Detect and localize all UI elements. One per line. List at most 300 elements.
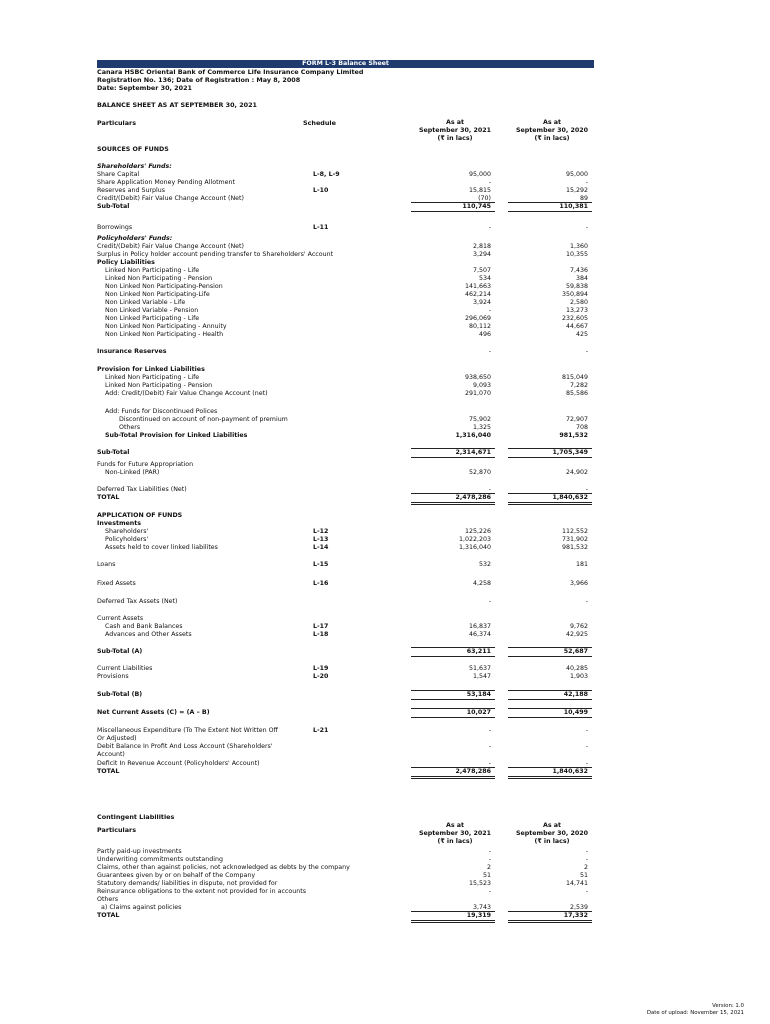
balance-sheet-row bbox=[97, 307, 594, 315]
balance-sheet-row bbox=[97, 494, 594, 502]
row-label: Discontinued on account of non-payment of premium bbox=[119, 416, 288, 423]
balance-sheet-row bbox=[97, 561, 594, 569]
row-value-previous: 13,273 bbox=[565, 307, 588, 314]
company-name: Canara HSBC Oriental Bank of Commerce Life Insurance Company Limited bbox=[97, 68, 364, 76]
total-rule bbox=[411, 504, 495, 505]
row-label: Net Current Assets (C) = (A – B) bbox=[97, 709, 210, 716]
balance-sheet-row bbox=[97, 528, 594, 536]
row-value-current: 2,818 bbox=[472, 243, 491, 250]
subtotal-rule bbox=[411, 690, 495, 691]
row-value-current: - bbox=[488, 727, 491, 734]
row-value-current: 2,478,286 bbox=[455, 768, 491, 775]
row-schedule: L-10 bbox=[313, 187, 329, 194]
subtotal-rule bbox=[508, 690, 592, 691]
column-header-previous-line: (₹ in lacs) bbox=[534, 135, 570, 143]
row-value-current: 75,902 bbox=[468, 416, 491, 423]
row-value-previous: 731,902 bbox=[561, 536, 588, 543]
contingent-header-previous-line: (₹ in lacs) bbox=[534, 838, 570, 846]
column-header-previous-line: September 30, 2020 bbox=[515, 127, 589, 135]
row-value-current: 51 bbox=[482, 872, 491, 879]
balance-sheet-row bbox=[97, 424, 594, 432]
row-value-current: 1,316,040 bbox=[458, 544, 491, 551]
row-label: a) Claims against policies bbox=[101, 904, 182, 911]
row-value-current: - bbox=[488, 224, 491, 231]
balance-sheet-row bbox=[97, 299, 594, 307]
row-value-previous: 10,499 bbox=[563, 709, 588, 716]
subtotal-rule bbox=[508, 647, 592, 648]
column-header-particulars: Particulars bbox=[97, 119, 137, 127]
subtotal-rule bbox=[411, 699, 495, 700]
row-label: Advances and Other Assets bbox=[105, 631, 192, 638]
row-value-previous: 1,705,349 bbox=[552, 449, 588, 456]
total-rule bbox=[508, 502, 592, 503]
row-label: TOTAL bbox=[97, 768, 120, 775]
row-schedule: L-8, L-9 bbox=[313, 171, 340, 178]
subtotal-rule bbox=[508, 448, 592, 449]
total-rule bbox=[508, 778, 592, 779]
row-value-current: 125,226 bbox=[464, 528, 491, 535]
row-value-current: 9,093 bbox=[472, 382, 491, 389]
row-value-current: 95,000 bbox=[468, 171, 491, 178]
column-header-current bbox=[405, 119, 505, 143]
row-value-current: 16,837 bbox=[468, 623, 491, 630]
row-label: SOURCES OF FUNDS bbox=[97, 146, 169, 153]
total-rule bbox=[411, 493, 495, 494]
balance-sheet-row bbox=[97, 673, 594, 681]
contingent-header-current bbox=[405, 822, 505, 846]
row-value-current: 110,745 bbox=[462, 203, 491, 210]
row-label: Deficit In Revenue Account (Policyholders' Account) bbox=[97, 760, 260, 767]
column-header-previous-line: As at bbox=[542, 119, 562, 126]
balance-sheet-row bbox=[97, 283, 594, 291]
row-label: Policy Liabilities bbox=[97, 259, 155, 266]
row-label: Linked Non Participating - Pension bbox=[105, 382, 213, 389]
subtotal-rule bbox=[508, 457, 592, 458]
row-value-current: 291,070 bbox=[464, 390, 491, 397]
row-value-current: 10,027 bbox=[466, 709, 491, 716]
row-value-current: 462,214 bbox=[464, 291, 491, 298]
balance-sheet-row bbox=[97, 449, 594, 457]
balance-sheet-row bbox=[97, 665, 594, 673]
total-rule bbox=[411, 778, 495, 779]
row-schedule: L-20 bbox=[313, 673, 329, 680]
balance-sheet-row bbox=[97, 512, 594, 520]
subtotal-rule bbox=[411, 202, 495, 203]
contingent-header-current-line: As at bbox=[445, 822, 465, 829]
contingent-row bbox=[97, 912, 594, 920]
contingent-title: Contingent Liabilities bbox=[97, 813, 175, 821]
row-label: Share Capital bbox=[97, 171, 140, 178]
row-value-previous: 51 bbox=[579, 872, 588, 879]
balance-sheet-row bbox=[97, 544, 594, 552]
total-rule bbox=[508, 767, 592, 768]
row-value-previous: 3,966 bbox=[569, 580, 588, 587]
subtotal-rule bbox=[411, 448, 495, 449]
row-label: Investments bbox=[97, 520, 142, 527]
row-value-current: 938,650 bbox=[464, 374, 491, 381]
row-value-current: 2 bbox=[486, 864, 491, 871]
total-rule bbox=[411, 911, 495, 912]
row-label: Deferred Tax Liabilities (Net) bbox=[97, 486, 187, 493]
subtotal-rule bbox=[411, 457, 495, 458]
total-rule bbox=[411, 776, 495, 777]
balance-sheet-row bbox=[97, 751, 594, 759]
row-value-previous: 7,436 bbox=[569, 267, 588, 274]
row-value-previous: - bbox=[585, 856, 588, 863]
row-schedule: L-14 bbox=[313, 544, 329, 551]
row-value-previous: 981,532 bbox=[561, 544, 588, 551]
row-label: Cash and Bank Balances bbox=[105, 623, 183, 630]
row-value-current: - bbox=[488, 760, 491, 767]
subtotal-rule bbox=[508, 699, 592, 700]
balance-sheet-row bbox=[97, 743, 594, 751]
row-schedule: L-19 bbox=[313, 665, 329, 672]
row-value-previous: - bbox=[585, 598, 588, 605]
row-value-current: 3,924 bbox=[472, 299, 491, 306]
balance-sheet-row bbox=[97, 243, 594, 251]
row-value-current: - bbox=[488, 486, 491, 493]
row-value-current: 3,743 bbox=[472, 904, 491, 911]
row-schedule: L-13 bbox=[313, 536, 329, 543]
row-label: Or Adjusted) bbox=[97, 735, 137, 742]
row-value-previous: - bbox=[585, 348, 588, 355]
row-value-previous: 85,586 bbox=[565, 390, 588, 397]
balance-sheet-row bbox=[97, 615, 594, 623]
row-label: Others bbox=[119, 424, 141, 431]
row-value-current: 1,547 bbox=[472, 673, 491, 680]
subtotal-rule bbox=[411, 708, 495, 709]
balance-sheet-row bbox=[97, 382, 594, 390]
row-value-previous: - bbox=[585, 224, 588, 231]
balance-sheet-row bbox=[97, 179, 594, 187]
row-value-previous: 72,907 bbox=[565, 416, 588, 423]
balance-sheet-row bbox=[97, 203, 594, 211]
row-value-current: 4,258 bbox=[472, 580, 491, 587]
row-label: Statutory demands/ liabilities in dispute, not provided for bbox=[97, 880, 278, 887]
row-value-current: 19,319 bbox=[466, 912, 491, 919]
row-value-current: 7,507 bbox=[472, 267, 491, 274]
balance-sheet-row bbox=[97, 432, 594, 440]
subtotal-rule bbox=[411, 647, 495, 648]
row-label: TOTAL bbox=[97, 494, 120, 501]
row-label: Reinsurance obligations to the extent not provided for in accounts bbox=[97, 888, 306, 895]
row-value-current: 1,325 bbox=[472, 424, 491, 431]
row-value-previous: - bbox=[585, 486, 588, 493]
subtotal-rule bbox=[508, 708, 592, 709]
row-value-previous: 1,360 bbox=[569, 243, 588, 250]
row-label: Current Assets bbox=[97, 615, 144, 622]
row-label: Add: Credit/(Debit) Fair Value Change Account (net) bbox=[105, 390, 268, 397]
row-label: Sub-Total bbox=[97, 449, 130, 456]
row-value-previous: 232,605 bbox=[561, 315, 588, 322]
row-value-previous: 708 bbox=[575, 424, 588, 431]
row-value-current: - bbox=[488, 179, 491, 186]
balance-sheet-row bbox=[97, 631, 594, 639]
row-label: Reserves and Surplus bbox=[97, 187, 166, 194]
balance-sheet-row bbox=[97, 648, 594, 656]
footer-version: Version: 1.0 bbox=[712, 1003, 744, 1009]
row-label: Provision for Linked Liabilities bbox=[97, 366, 205, 373]
contingent-row bbox=[97, 888, 594, 896]
total-rule bbox=[508, 922, 592, 923]
total-rule bbox=[508, 504, 592, 505]
row-label: Shareholders' Funds: bbox=[97, 163, 172, 170]
row-value-previous: 42,188 bbox=[563, 691, 588, 698]
row-label: Non Linked Non Participating-Life bbox=[105, 291, 210, 298]
row-label: Non Linked Variable - Pension bbox=[105, 307, 199, 314]
row-label: Policyholders' bbox=[105, 536, 149, 543]
row-value-previous: 1,903 bbox=[569, 673, 588, 680]
balance-sheet-row bbox=[97, 235, 594, 243]
row-value-current: 2,314,671 bbox=[455, 449, 491, 456]
row-label: Miscellaneous Expenditure (To The Extent Not Written Off bbox=[97, 727, 278, 734]
row-value-previous: 14,741 bbox=[565, 880, 588, 887]
row-value-previous: 2,539 bbox=[569, 904, 588, 911]
row-value-current: - bbox=[488, 307, 491, 314]
total-rule bbox=[508, 776, 592, 777]
row-value-previous: 2 bbox=[583, 864, 588, 871]
row-label: Non Linked Participating - Life bbox=[105, 315, 200, 322]
row-label: APPLICATION OF FUNDS bbox=[97, 512, 183, 519]
row-label: Non Linked Non Participating-Pension bbox=[105, 283, 223, 290]
row-value-current: 52,870 bbox=[468, 469, 491, 476]
row-label: Surplus in Policy holder account pending transfer to Shareholders' Account bbox=[97, 251, 334, 258]
balance-sheet-row bbox=[97, 163, 594, 171]
row-value-current: 80,112 bbox=[468, 323, 491, 330]
row-label: Partly paid-up investments bbox=[97, 848, 182, 855]
row-label: Claims, other than against policies, not acknowledged as debts by the company bbox=[97, 864, 350, 871]
row-value-previous: 52,687 bbox=[563, 648, 588, 655]
balance-sheet-row bbox=[97, 331, 594, 339]
row-value-previous: 981,532 bbox=[559, 432, 588, 439]
row-value-current: 51,637 bbox=[468, 665, 491, 672]
row-value-current: 53,184 bbox=[466, 691, 491, 698]
row-value-previous: 815,049 bbox=[561, 374, 588, 381]
contingent-header-current-line: (₹ in lacs) bbox=[437, 838, 473, 846]
row-value-current: 1,022,203 bbox=[458, 536, 491, 543]
balance-sheet-row bbox=[97, 709, 594, 717]
row-label: Sub-Total bbox=[97, 203, 130, 210]
balance-sheet-row bbox=[97, 461, 594, 469]
contingent-row bbox=[97, 848, 594, 856]
row-label: Loans bbox=[97, 561, 116, 568]
row-label: Add: Funds for Discontinued Polices bbox=[105, 408, 218, 415]
row-value-current: (70) bbox=[478, 195, 491, 202]
row-label: Shareholders' bbox=[105, 528, 149, 535]
subtotal-rule bbox=[411, 211, 495, 212]
row-value-previous: - bbox=[585, 848, 588, 855]
row-value-current: - bbox=[488, 348, 491, 355]
row-value-previous: 384 bbox=[575, 275, 588, 282]
row-label: Non-Linked (PAR) bbox=[105, 469, 160, 476]
balance-sheet-row bbox=[97, 727, 594, 735]
row-value-current: 3,294 bbox=[472, 251, 491, 258]
row-label: Provisions bbox=[97, 673, 129, 680]
total-rule bbox=[508, 911, 592, 912]
column-header-current-line: As at bbox=[445, 119, 465, 126]
row-value-current: 496 bbox=[478, 331, 491, 338]
subtotal-rule bbox=[508, 717, 592, 718]
row-label: Borrowings bbox=[97, 224, 133, 231]
row-value-current: 63,211 bbox=[466, 648, 491, 655]
balance-sheet-row bbox=[97, 146, 594, 154]
balance-sheet-row bbox=[97, 735, 594, 743]
balance-sheet-row bbox=[97, 536, 594, 544]
balance-sheet-row bbox=[97, 691, 594, 699]
row-value-previous: 59,838 bbox=[565, 283, 588, 290]
total-rule bbox=[508, 920, 592, 921]
row-value-previous: - bbox=[585, 743, 588, 750]
row-label: Debit Balance In Profit And Loss Account (Shareholders' bbox=[97, 743, 273, 750]
total-rule bbox=[411, 920, 495, 921]
contingent-row bbox=[97, 872, 594, 880]
balance-sheet-row bbox=[97, 275, 594, 283]
column-header-current-line: (₹ in lacs) bbox=[437, 135, 473, 143]
footer-upload-date: Date of upload: November 15, 2021 bbox=[646, 1010, 744, 1016]
balance-sheet-row bbox=[97, 224, 594, 232]
total-rule bbox=[411, 767, 495, 768]
contingent-header-previous bbox=[502, 822, 602, 846]
column-header-previous bbox=[502, 119, 602, 143]
row-label: Deferred Tax Assets (Net) bbox=[97, 598, 178, 605]
row-value-previous: 40,285 bbox=[565, 665, 588, 672]
subtotal-rule bbox=[411, 656, 495, 657]
row-value-current: - bbox=[488, 598, 491, 605]
contingent-header-current-line: September 30, 2021 bbox=[418, 830, 492, 838]
balance-sheet-row bbox=[97, 259, 594, 267]
row-schedule: L-15 bbox=[313, 561, 329, 568]
row-value-current: 296,069 bbox=[464, 315, 491, 322]
balance-sheet-row bbox=[97, 598, 594, 606]
row-value-previous: 9,762 bbox=[569, 623, 588, 630]
row-label: Credit/(Debit) Fair Value Change Account (Net) bbox=[97, 243, 244, 250]
row-label: Linked Non Participating - Life bbox=[105, 267, 200, 274]
row-value-previous: - bbox=[585, 727, 588, 734]
row-label: Sub-Total (A) bbox=[97, 648, 143, 655]
column-header-schedule: Schedule bbox=[303, 119, 336, 127]
row-label: Non Linked Non Participating - Annuity bbox=[105, 323, 227, 330]
balance-sheet-row bbox=[97, 580, 594, 588]
registration-line: Registration No. 136; Date of Registration : May 8, 2008 bbox=[97, 76, 301, 84]
row-value-current: 1,316,040 bbox=[455, 432, 491, 439]
row-value-current: 534 bbox=[478, 275, 491, 282]
contingent-header-previous-line: As at bbox=[542, 822, 562, 829]
date-line: Date: September 30, 2021 bbox=[97, 84, 192, 92]
row-label: Policyholders' Funds: bbox=[97, 235, 173, 242]
row-schedule: L-16 bbox=[313, 580, 329, 587]
balance-sheet-row bbox=[97, 520, 594, 528]
contingent-row bbox=[97, 880, 594, 888]
balance-sheet-row bbox=[97, 469, 594, 477]
contingent-row bbox=[97, 856, 594, 864]
row-value-previous: 10,355 bbox=[565, 251, 588, 258]
row-label: Credit/(Debit) Fair Value Change Account (Net) bbox=[97, 195, 244, 202]
balance-sheet-row bbox=[97, 348, 594, 356]
row-value-current: - bbox=[488, 888, 491, 895]
total-rule bbox=[411, 922, 495, 923]
row-value-previous: 42,925 bbox=[565, 631, 588, 638]
row-label: Sub-Total Provision for Linked Liabilities bbox=[105, 432, 248, 439]
row-label: Funds for Future Appropriation bbox=[97, 461, 194, 468]
row-value-previous: 1,840,632 bbox=[552, 768, 588, 775]
row-value-previous: 350,894 bbox=[561, 291, 588, 298]
row-value-previous: 110,381 bbox=[559, 203, 588, 210]
row-label: Sub-Total (B) bbox=[97, 691, 143, 698]
row-value-previous: 112,552 bbox=[561, 528, 588, 535]
row-schedule: L-17 bbox=[313, 623, 329, 630]
row-value-previous: 24,902 bbox=[565, 469, 588, 476]
balance-sheet-row bbox=[97, 171, 594, 179]
balance-sheet-row bbox=[97, 267, 594, 275]
row-schedule: L-18 bbox=[313, 631, 329, 638]
row-value-previous: 15,292 bbox=[565, 187, 588, 194]
row-label: Fixed Assets bbox=[97, 580, 136, 587]
balance-sheet-row bbox=[97, 408, 594, 416]
row-value-current: 15,815 bbox=[468, 187, 491, 194]
row-value-current: - bbox=[488, 848, 491, 855]
contingent-row bbox=[97, 896, 594, 904]
row-label: Linked Non Participating - Pension bbox=[105, 275, 213, 282]
balance-sheet-row bbox=[97, 251, 594, 259]
balance-sheet-row bbox=[97, 315, 594, 323]
total-rule bbox=[508, 493, 592, 494]
row-label: Insurance Reserves bbox=[97, 348, 167, 355]
row-value-previous: 425 bbox=[575, 331, 588, 338]
row-label: Underwriting commitments outstanding bbox=[97, 856, 223, 863]
row-value-previous: 95,000 bbox=[565, 171, 588, 178]
row-label: TOTAL bbox=[97, 912, 120, 919]
subtotal-rule bbox=[508, 202, 592, 203]
contingent-particulars-header: Particulars bbox=[97, 826, 137, 834]
row-schedule: L-21 bbox=[313, 727, 329, 734]
row-value-current: - bbox=[488, 743, 491, 750]
row-value-previous: 7,282 bbox=[569, 382, 588, 389]
balance-sheet-row bbox=[97, 187, 594, 195]
row-label: Assets held to cover linked liabilites bbox=[105, 544, 218, 551]
subtotal-rule bbox=[411, 717, 495, 718]
row-value-current: 141,663 bbox=[464, 283, 491, 290]
row-label: Current Liabilities bbox=[97, 665, 153, 672]
row-value-previous: 89 bbox=[579, 195, 588, 202]
balance-sheet-row bbox=[97, 323, 594, 331]
sheet-title: BALANCE SHEET AS AT SEPTEMBER 30, 2021 bbox=[97, 101, 257, 109]
row-value-previous: 17,332 bbox=[563, 912, 588, 919]
subtotal-rule bbox=[508, 211, 592, 212]
row-schedule: L-12 bbox=[313, 528, 329, 535]
contingent-row bbox=[97, 864, 594, 872]
row-label: Guarantees given by or on behalf of the Company bbox=[97, 872, 256, 879]
balance-sheet-row bbox=[97, 374, 594, 382]
row-value-previous: 181 bbox=[575, 561, 588, 568]
balance-sheet-row bbox=[97, 390, 594, 398]
row-label: Linked Non Participating - Life bbox=[105, 374, 200, 381]
form-title: FORM L-3 Balance Sheet bbox=[302, 60, 389, 67]
balance-sheet-row bbox=[97, 416, 594, 424]
row-label: Share Application Money Pending Allotment bbox=[97, 179, 236, 186]
row-value-current: 2,478,286 bbox=[455, 494, 491, 501]
row-value-previous: 1,840,632 bbox=[552, 494, 588, 501]
row-label: Non Linked Non Participating - Health bbox=[105, 331, 224, 338]
row-value-current: 46,374 bbox=[468, 631, 491, 638]
column-header-current-line: September 30, 2021 bbox=[418, 127, 492, 135]
total-rule bbox=[411, 502, 495, 503]
row-value-current: 532 bbox=[478, 561, 491, 568]
row-label: Account) bbox=[97, 751, 125, 758]
balance-sheet-row bbox=[97, 366, 594, 374]
balance-sheet-row bbox=[97, 623, 594, 631]
row-value-previous: 2,580 bbox=[569, 299, 588, 306]
subtotal-rule bbox=[508, 656, 592, 657]
